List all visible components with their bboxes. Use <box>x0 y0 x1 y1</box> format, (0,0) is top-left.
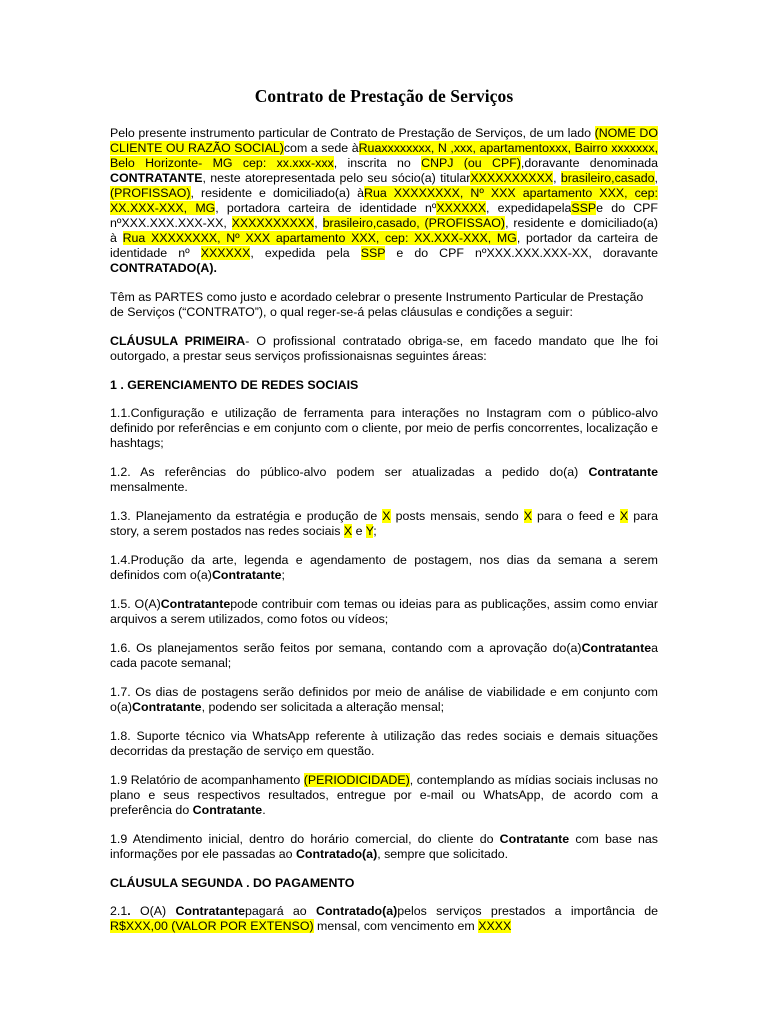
document-body <box>110 126 658 934</box>
text-run: , podendo ser solicitada a alteração mensal; <box>201 700 445 714</box>
highlighted-placeholder: XXXXXXXXXX <box>470 171 554 185</box>
bold-text: CONTRATADO(A). <box>110 261 217 275</box>
text-run: 1.7. Os dias de postagens serão definidos por meio de análise de viabilidade e em conjunto com o(a) <box>110 685 658 714</box>
text-run: 1.8. Suporte técnico via WhatsApp referente à utilização das redes sociais e demais situações decorridas da prestação de serviço em questão. <box>110 729 658 758</box>
text-run: , portadora carteira de identidade nº <box>215 201 437 215</box>
text-run: pagará ao <box>245 904 316 918</box>
highlighted-placeholder: XXXXXX <box>436 201 487 215</box>
text-run: , residente e domiciliado(a) à <box>110 216 658 245</box>
highlighted-placeholder: XXXXXXXXXX <box>231 216 315 230</box>
text-run: posts mensais, sendo <box>390 509 524 523</box>
paragraph-item-1-7 <box>110 685 658 715</box>
text-run: 1.6. Os planejamentos serão feitos por semana, contando com a aprovação do(a) <box>110 641 582 655</box>
bold-text: Contratante <box>160 597 231 611</box>
paragraph-item-1-6 <box>110 641 658 671</box>
bold-text: Contratante <box>581 641 652 655</box>
bold-text: . <box>127 904 131 918</box>
highlighted-placeholder: SSP <box>360 246 386 260</box>
document-title: Contrato de Prestação de Serviços <box>254 86 514 106</box>
paragraph-partes <box>110 290 658 320</box>
highlighted-placeholder: (PERIODICIDADE) <box>303 773 410 787</box>
bold-text: Contratante <box>175 904 245 918</box>
text-run: pode contribuir com temas ou ideias para as publicações, assim como enviar arquivos a serem utilizados, como fotos ou vídeos; <box>110 597 659 626</box>
paragraph-intro <box>110 126 658 276</box>
bold-text: Contratante <box>192 803 263 817</box>
paragraph-item-2-1 <box>110 904 658 934</box>
highlighted-placeholder: SSP <box>571 201 597 215</box>
highlighted-placeholder: X <box>343 524 353 538</box>
text-run: , residente e domiciliado(a) à <box>190 186 365 200</box>
text-run: 1.1.Configuração e utilização de ferramenta para interações no Instagram com o público-alvo definido por referências e em conjunto com o cliente, por meio de perfis concorrentes, localização e hashtags; <box>110 406 658 450</box>
paragraph-item-1-2 <box>110 465 658 495</box>
text-run: Têm as PARTES como justo e acordado celebrar o presente Instrumento Particular de Prestação de Serviços (“CONTRATO”), o qual reger-se-á pelas cláusulas e condições a seguir: <box>110 290 644 319</box>
bold-text: Contratante <box>588 465 658 479</box>
highlighted-placeholder: brasileiro,casado, (PROFISSAO) <box>322 216 506 230</box>
paragraph-item-1-4 <box>110 553 658 583</box>
highlighted-placeholder: X <box>619 509 629 523</box>
text-run: ,doravante denominada <box>520 156 658 170</box>
text-run: , <box>314 216 323 230</box>
section-heading-clausula-segunda <box>110 876 658 891</box>
highlighted-placeholder: Rua XXXXXXXX, Nº XXX apartamento XXX, cep: XX.XXX-XXX, MG <box>110 186 658 215</box>
bold-text: 1 . GERENCIAMENTO DE REDES SOCIAIS <box>110 378 359 392</box>
bold-text: Contratado(a) <box>295 847 378 861</box>
text-run: , expedidapela <box>486 201 572 215</box>
highlighted-placeholder: X <box>382 509 391 523</box>
paragraph-item-1-3 <box>110 509 658 539</box>
paragraph-item-1-1 <box>110 406 658 451</box>
text-run: mensalmente. <box>110 480 188 494</box>
highlighted-placeholder: R$XXX,00 (VALOR POR EXTENSO) <box>110 919 314 933</box>
text-run: para o feed e <box>531 509 620 523</box>
bold-text: Contratante <box>211 568 282 582</box>
highlighted-placeholder: XXXX <box>478 919 512 933</box>
highlighted-placeholder: Ruaxxxxxxxx, N ,xxx, apartamentoxxx, Bairro xxxxxxx, Belo Horizonte- MG cep: xx.xxx-xxx <box>110 141 659 170</box>
text-run: , portador da carteira de identidade nº <box>110 231 658 260</box>
bold-text: Contratante <box>132 700 202 714</box>
highlighted-placeholder: Rua XXXXXXXX, Nº XXX apartamento XXX, cep: XX.XXX-XXX, MG <box>122 231 517 245</box>
paragraph-clausula-primeira <box>110 334 658 364</box>
text-run: , expedida pela <box>250 246 361 260</box>
text-run: 1.3. Planejamento da estratégia e produção de <box>110 509 383 523</box>
highlighted-placeholder: Y <box>365 524 374 538</box>
text-run: 1.9 Atendimento inicial, dentro do horário comercial, do cliente do <box>110 832 500 846</box>
text-run: 2.1 <box>110 904 128 918</box>
text-run: 1.4.Produção da arte, legenda e agendamento de postagem, nos dias da semana a serem definidos com o(a) <box>110 553 658 582</box>
text-run: 1.9 Relatório de acompanhamento <box>110 773 304 787</box>
text-run: mensal, com vencimento em <box>313 919 479 933</box>
text-run: a cada pacote semanal; <box>110 641 658 670</box>
text-run: pelos serviços prestados a importância de <box>397 904 658 918</box>
highlighted-placeholder: CNPJ (ou CPF) <box>421 156 521 170</box>
text-run: - O profissional contratado obriga-se, em facedo mandato que lhe foi outorgado, a prestar seus serviços profissionaisnas seguintes áreas: <box>110 334 658 363</box>
text-run: e do CPF nºXXX.XXX.XXX-XX, <box>110 201 659 230</box>
text-run: e do CPF nºXXX.XXX.XXX-XX, doravante <box>385 246 658 260</box>
text-run: . <box>262 803 266 817</box>
highlighted-placeholder: brasileiro,casado <box>560 171 655 185</box>
bold-text: Contratante <box>499 832 570 846</box>
bold-text: CLÁUSULA SEGUNDA . DO PAGAMENTO <box>110 876 355 890</box>
text-run: , <box>553 171 561 185</box>
text-run: 1.5. O(A) <box>110 597 161 611</box>
text-run: O(A) <box>130 904 176 918</box>
paragraph-item-1-5 <box>110 597 658 627</box>
bold-text: CONTRATANTE <box>110 171 203 185</box>
highlighted-placeholder: XXXXXX <box>200 246 251 260</box>
text-run: 1.2. As referências do público-alvo podem ser atualizadas a pedido do(a) <box>110 465 589 479</box>
paragraph-item-1-9b <box>110 832 658 862</box>
bold-text: CLÁUSULA PRIMEIRA <box>110 334 246 348</box>
text-run: Pelo presente instrumento particular de Contrato de Prestação de Serviços, de um lado <box>110 126 595 140</box>
text-run: para story, a serem postados nas redes sociais <box>110 509 658 538</box>
highlighted-placeholder: X <box>523 509 532 523</box>
text-run: , neste atorepresentada pelo seu sócio(a) titular <box>202 171 471 185</box>
text-run: , inscrita no <box>333 156 422 170</box>
text-run: ; <box>373 524 377 538</box>
paragraph-item-1-8 <box>110 729 658 759</box>
text-run: , sempre que solicitado. <box>377 847 509 861</box>
bold-text: Contratado(a) <box>316 904 398 918</box>
text-run: ; <box>281 568 285 582</box>
text-run: , contemplando as mídias sociais inclusas no plano e seus respectivos resultados, entregue por e-mail ou WhatsApp, de acordo com a preferência do <box>110 773 658 817</box>
text-run: com a sede à <box>283 141 359 155</box>
paragraph-item-1-9a <box>110 773 658 818</box>
text-run: com base nas informações por ele passadas ao <box>110 832 658 861</box>
highlighted-placeholder: (NOME DO CLIENTE OU RAZÃO SOCIAL) <box>110 126 658 155</box>
text-run: e <box>352 524 366 538</box>
section-heading-secao-1 <box>110 378 658 393</box>
highlighted-placeholder: (PROFISSAO) <box>110 186 191 200</box>
text-run: , <box>654 171 658 185</box>
